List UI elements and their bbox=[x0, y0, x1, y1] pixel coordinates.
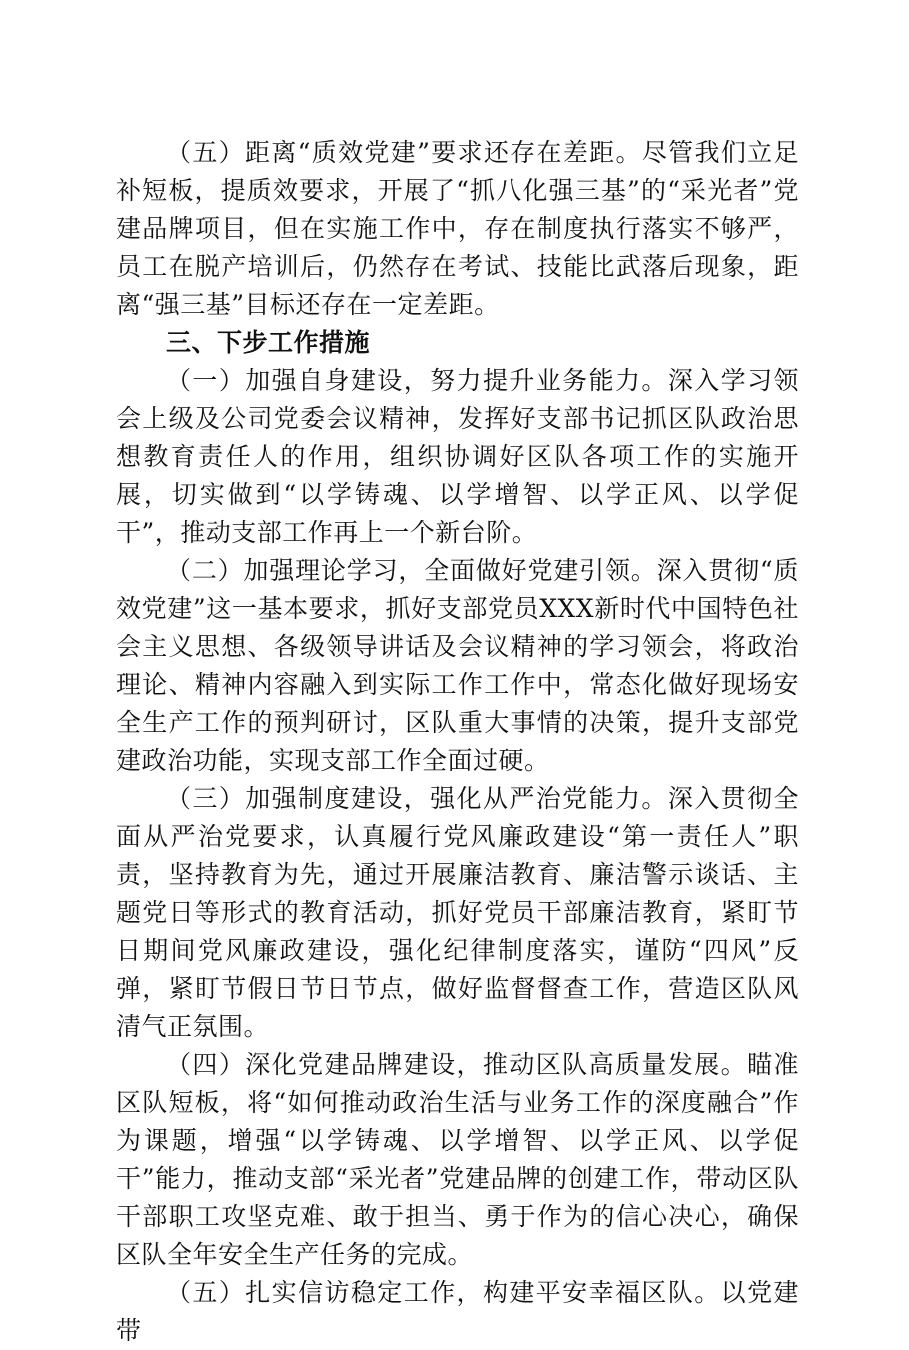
paragraph-measure-3: （三）加强制度建设，强化从严治党能力。深入贯彻全面从严治党要求，认真履行党风廉政建设“第一责任人”职责，坚持教育为先，通过开展廉洁教育、廉洁警示谈话、主题党日等形式的教育活动，抓好党员干部廉洁教育，紧盯节日期间党风廉政建设，强化纪律制度落实，谨防“四风”反弹，紧盯节假日节日节点，做好监督督查工作，营造区队风清气正氛围。 bbox=[116, 784, 799, 1041]
paragraph-measure-1: （一）加强自身建设，努力提升业务能力。深入学习领会上级及公司党委会议精神，发挥好支部书记抓区队政治思想教育责任人的作用，组织协调好区队各项工作的实施开展，切实做到“以学铸魂、以学增智、以学正风、以学促干”，推动支部工作再上一个新台阶。 bbox=[116, 366, 799, 547]
paragraph-measure-4: （四）深化党建品牌建设，推动区队高质量发展。瞄准区队短板，将“如何推动政治生活与业务工作的深度融合”作为课题，增强“以学铸魂、以学增智、以学正风、以学促干”能力，推动支部“采光者”党建品牌的创建工作，带动区队干部职工攻坚克难、敢于担当、勇于作为的信心决心，确保区队全年安全生产任务的完成。 bbox=[116, 1050, 799, 1269]
paragraph-measure-5: （五）扎实信访稳定工作，构建平安幸福区队。以党建带 bbox=[116, 1278, 799, 1345]
paragraph-gap-5: （五）距离“质效党建”要求还存在差距。尽管我们立足补短板，提质效要求，开展了“抓八化强三基”的“采光者”党建品牌项目，但在实施工作中，存在制度执行落实不够严，员工在脱产培训后，仍然存在考试、技能比武落后现象，距离“强三基”目标还存在一定差距。 bbox=[116, 138, 799, 319]
paragraph-measure-2: （二）加强理论学习，全面做好党建引领。深入贯彻“质效党建”这一基本要求，抓好支部党员XXX新时代中国特色社会主义思想、各级领导讲话及会议精神的学习领会，将政治理论、精神内容融入到实际工作工作中，常态化做好现场安全生产工作的预判研讨，区队重大事情的决策，提升支部党建政治功能，实现支部工作全面过硬。 bbox=[116, 556, 799, 775]
section-heading-next-steps: 三、下步工作措施 bbox=[166, 328, 371, 357]
